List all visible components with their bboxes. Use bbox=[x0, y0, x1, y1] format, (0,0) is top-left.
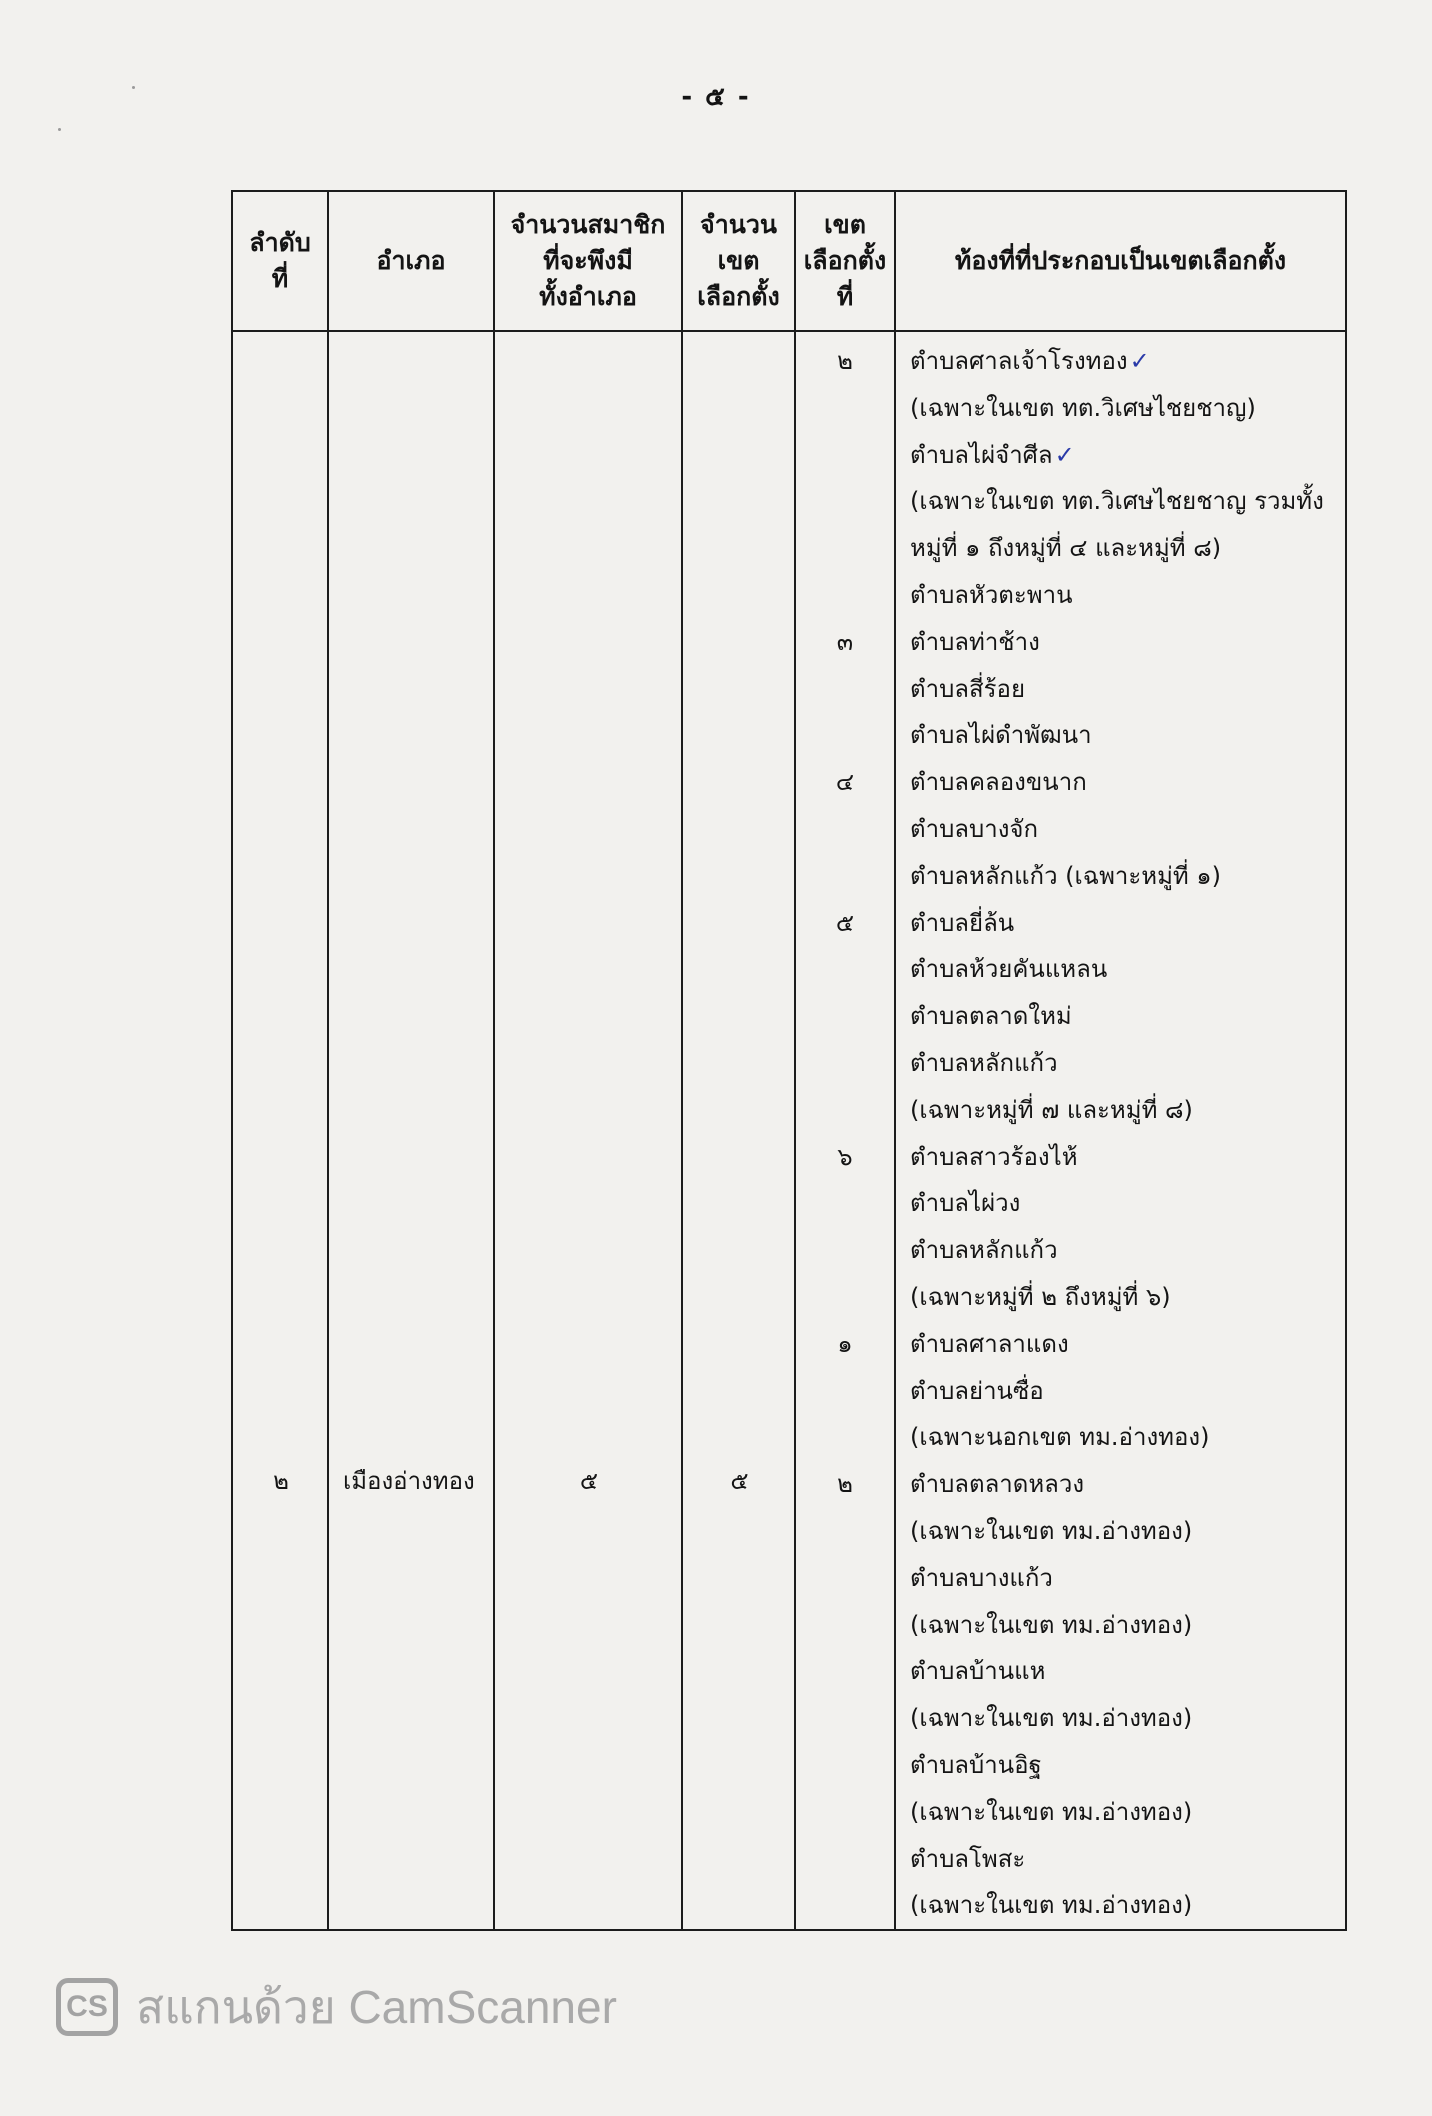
zone-number: ๓ bbox=[836, 627, 854, 656]
area-text: (เฉพาะในเขต ทต.วิเศษไชยชาญ) bbox=[910, 393, 1256, 422]
scan-speck bbox=[58, 128, 61, 131]
list-item bbox=[896, 1602, 1345, 1649]
cell-members-inner bbox=[495, 332, 681, 1495]
header-zones bbox=[682, 191, 795, 331]
header-order-line: ลำดับ bbox=[249, 228, 311, 257]
header-zones-line: จำนวน bbox=[700, 210, 777, 239]
header-zones-line: เขต bbox=[717, 246, 760, 275]
area-text: (เฉพาะในเขต ทม.อ่างทอง) bbox=[910, 1797, 1193, 1826]
header-members-line: จำนวนสมาชิก bbox=[510, 210, 666, 239]
zone-number bbox=[796, 1555, 894, 1602]
area-text: ตำบลตลาดใหม่ bbox=[910, 1002, 1072, 1031]
area-text: ตำบลยี่ล้น bbox=[910, 908, 1015, 937]
area-text: ตำบลไผ่วง bbox=[910, 1189, 1021, 1218]
list-item bbox=[896, 1555, 1345, 1602]
list-item bbox=[896, 338, 1345, 385]
area-text: ตำบลสี่ร้อย bbox=[910, 674, 1026, 703]
zone-number bbox=[796, 572, 894, 619]
area-text: ตำบลคลองขนาก bbox=[910, 768, 1087, 797]
zone-number bbox=[796, 1414, 894, 1461]
zone-number: ๕ bbox=[835, 908, 855, 937]
zone-number bbox=[796, 1648, 894, 1695]
zone-number bbox=[796, 1508, 894, 1555]
zone-number bbox=[796, 1274, 894, 1321]
cell-zone-numbers bbox=[795, 331, 895, 1930]
header-zone-number bbox=[795, 191, 895, 331]
election-zone-table bbox=[231, 190, 1347, 1931]
area-text: ตำบลท่าช้าง bbox=[910, 627, 1040, 656]
header-area bbox=[895, 191, 1346, 331]
list-item bbox=[896, 1414, 1345, 1461]
list-item bbox=[896, 993, 1345, 1040]
header-zone-number-line: ที่ bbox=[836, 282, 854, 311]
area-text: (เฉพาะในเขต ทม.อ่างทอง) bbox=[910, 1610, 1193, 1639]
area-text: ตำบลโพสะ bbox=[910, 1844, 1026, 1873]
header-district-line: อำเภอ bbox=[376, 246, 446, 275]
zone-number bbox=[796, 1602, 894, 1649]
members-value: ๕ bbox=[579, 1467, 599, 1495]
zone-number bbox=[796, 666, 894, 713]
header-zone-number-line: เลือกตั้ง bbox=[803, 246, 887, 275]
area-text: ตำบลหลักแก้ว bbox=[910, 1048, 1058, 1077]
area-text: ตำบลบางจัก bbox=[910, 814, 1039, 843]
area-text: ตำบลไผ่ดำพัฒนา bbox=[910, 721, 1092, 750]
cell-order bbox=[232, 331, 328, 1930]
list-item bbox=[896, 853, 1345, 900]
zones-value: ๕ bbox=[730, 1467, 749, 1495]
area-text: ตำบลศาลเจ้าโรงทอง bbox=[910, 347, 1128, 375]
table-row bbox=[232, 331, 1346, 1930]
list-item bbox=[896, 900, 1345, 947]
list-item bbox=[896, 1368, 1345, 1415]
list-item bbox=[896, 1087, 1345, 1134]
list-item bbox=[896, 1274, 1345, 1321]
area-text: ตำบลหลักแก้ว (เฉพาะหมู่ที่ ๑) bbox=[910, 861, 1221, 890]
zone-number: ๖ bbox=[837, 1142, 853, 1171]
zone-number-list bbox=[796, 332, 894, 1929]
header-members-line: ที่จะพึงมี bbox=[543, 246, 633, 275]
area-text: ตำบลไผ่จำศีล bbox=[910, 440, 1053, 469]
list-item bbox=[896, 1040, 1345, 1087]
cell-areas bbox=[895, 331, 1346, 1930]
election-zone-table-container bbox=[231, 190, 1347, 1931]
zone-number bbox=[796, 525, 894, 572]
list-item bbox=[896, 1461, 1345, 1508]
list-item bbox=[896, 478, 1345, 525]
area-text: (เฉพาะหมู่ที่ ๒ ถึงหมู่ที่ ๖) bbox=[910, 1282, 1171, 1311]
header-area-line: ท้องที่ที่ประกอบเป็นเขตเลือกตั้ง bbox=[954, 246, 1287, 275]
header-members bbox=[494, 191, 682, 331]
header-order bbox=[232, 191, 328, 331]
watermark-text: สแกนด้วย CamScanner bbox=[136, 1980, 617, 2033]
zone-number bbox=[796, 1836, 894, 1883]
list-item bbox=[896, 1508, 1345, 1555]
table-header-row bbox=[232, 191, 1346, 331]
header-zone-number-line: เขต bbox=[824, 210, 866, 239]
camscanner-logo-icon: CS bbox=[56, 1978, 118, 2036]
zone-number: ๔ bbox=[835, 768, 855, 797]
list-item bbox=[896, 1695, 1345, 1742]
order-value: ๒ bbox=[273, 1467, 289, 1495]
area-text: (เฉพาะหมู่ที่ ๗ และหมู่ที่ ๘) bbox=[910, 1095, 1193, 1124]
list-item bbox=[896, 1882, 1345, 1929]
list-item bbox=[896, 619, 1345, 666]
area-text: ตำบลย่านซื่อ bbox=[910, 1376, 1044, 1405]
zone-number bbox=[796, 432, 894, 479]
list-item bbox=[896, 666, 1345, 713]
list-item bbox=[896, 525, 1345, 572]
area-text: ตำบลบ้านแห bbox=[910, 1657, 1046, 1686]
area-text: (เฉพาะในเขต ทม.อ่างทอง) bbox=[910, 1516, 1193, 1545]
zone-number bbox=[796, 993, 894, 1040]
area-list bbox=[896, 332, 1345, 1929]
zone-number bbox=[796, 806, 894, 853]
zone-number bbox=[796, 1742, 894, 1789]
area-text: (เฉพาะในเขต ทม.อ่างทอง) bbox=[910, 1704, 1193, 1733]
handwritten-check-icon: ✓ bbox=[1129, 347, 1150, 375]
list-item bbox=[896, 759, 1345, 806]
zone-number bbox=[796, 1087, 894, 1134]
area-text: (เฉพาะในเขต ทม.อ่างทอง) bbox=[910, 1891, 1193, 1920]
area-text: ตำบลตลาดหลวง bbox=[910, 1470, 1085, 1499]
zone-number: ๒ bbox=[837, 347, 853, 375]
zone-number bbox=[796, 1040, 894, 1087]
area-text: ตำบลบางแก้ว bbox=[910, 1563, 1053, 1592]
zone-number bbox=[796, 853, 894, 900]
zone-number bbox=[796, 946, 894, 993]
list-item bbox=[896, 1836, 1345, 1883]
header-district bbox=[328, 191, 494, 331]
list-item bbox=[896, 806, 1345, 853]
area-text: (เฉพาะนอกเขต ทม.อ่างทอง) bbox=[910, 1423, 1210, 1452]
list-item bbox=[896, 712, 1345, 759]
zone-number bbox=[796, 1368, 894, 1415]
list-item bbox=[896, 385, 1345, 432]
list-item bbox=[896, 1648, 1345, 1695]
zone-number bbox=[796, 385, 894, 432]
zone-number bbox=[796, 712, 894, 759]
area-text: ตำบลศาลาแดง bbox=[910, 1329, 1069, 1358]
zone-number: ๒ bbox=[837, 1470, 853, 1499]
list-item bbox=[896, 572, 1345, 619]
area-text: ตำบลห้วยคันแหลน bbox=[910, 955, 1108, 984]
area-text: ตำบลหลักแก้ว bbox=[910, 1236, 1058, 1265]
zone-number bbox=[796, 1227, 894, 1274]
zone-number bbox=[796, 1695, 894, 1742]
cell-district bbox=[328, 331, 494, 1930]
area-text: ตำบลหัวตะพาน bbox=[910, 580, 1073, 609]
header-members-line: ทั้งอำเภอ bbox=[539, 282, 637, 311]
camscanner-watermark bbox=[56, 1972, 617, 2042]
header-zones-line: เลือกตั้ง bbox=[697, 282, 780, 311]
district-value: เมืองอ่างทอง bbox=[343, 1467, 475, 1495]
zone-number bbox=[796, 478, 894, 525]
list-item bbox=[896, 1134, 1345, 1181]
zone-number: ๑ bbox=[837, 1329, 853, 1358]
handwritten-check-icon: ✓ bbox=[1054, 440, 1075, 469]
cell-members bbox=[494, 331, 682, 1930]
cell-order-inner bbox=[233, 332, 327, 1495]
zone-number bbox=[796, 1789, 894, 1836]
page-number: - ๕ - bbox=[681, 82, 751, 112]
list-item bbox=[896, 1227, 1345, 1274]
cell-district-inner bbox=[329, 332, 493, 1495]
cell-zones bbox=[682, 331, 795, 1930]
zone-number bbox=[796, 1882, 894, 1929]
area-text: (เฉพาะในเขต ทต.วิเศษไชยชาญ รวมทั้ง bbox=[910, 487, 1324, 516]
area-text: ตำบลสาวร้องไห้ bbox=[910, 1142, 1078, 1171]
list-item bbox=[896, 946, 1345, 993]
area-text: หมู่ที่ ๑ ถึงหมู่ที่ ๔ และหมู่ที่ ๘) bbox=[910, 534, 1222, 563]
scan-speck bbox=[132, 86, 135, 89]
zone-number bbox=[796, 1180, 894, 1227]
list-item bbox=[896, 1742, 1345, 1789]
list-item bbox=[896, 432, 1345, 479]
list-item bbox=[896, 1789, 1345, 1836]
area-text: ตำบลบ้านอิฐ bbox=[910, 1750, 1042, 1779]
cell-zones-inner bbox=[683, 332, 794, 1495]
header-order-line: ที่ bbox=[271, 264, 289, 293]
list-item bbox=[896, 1180, 1345, 1227]
list-item bbox=[896, 1321, 1345, 1368]
